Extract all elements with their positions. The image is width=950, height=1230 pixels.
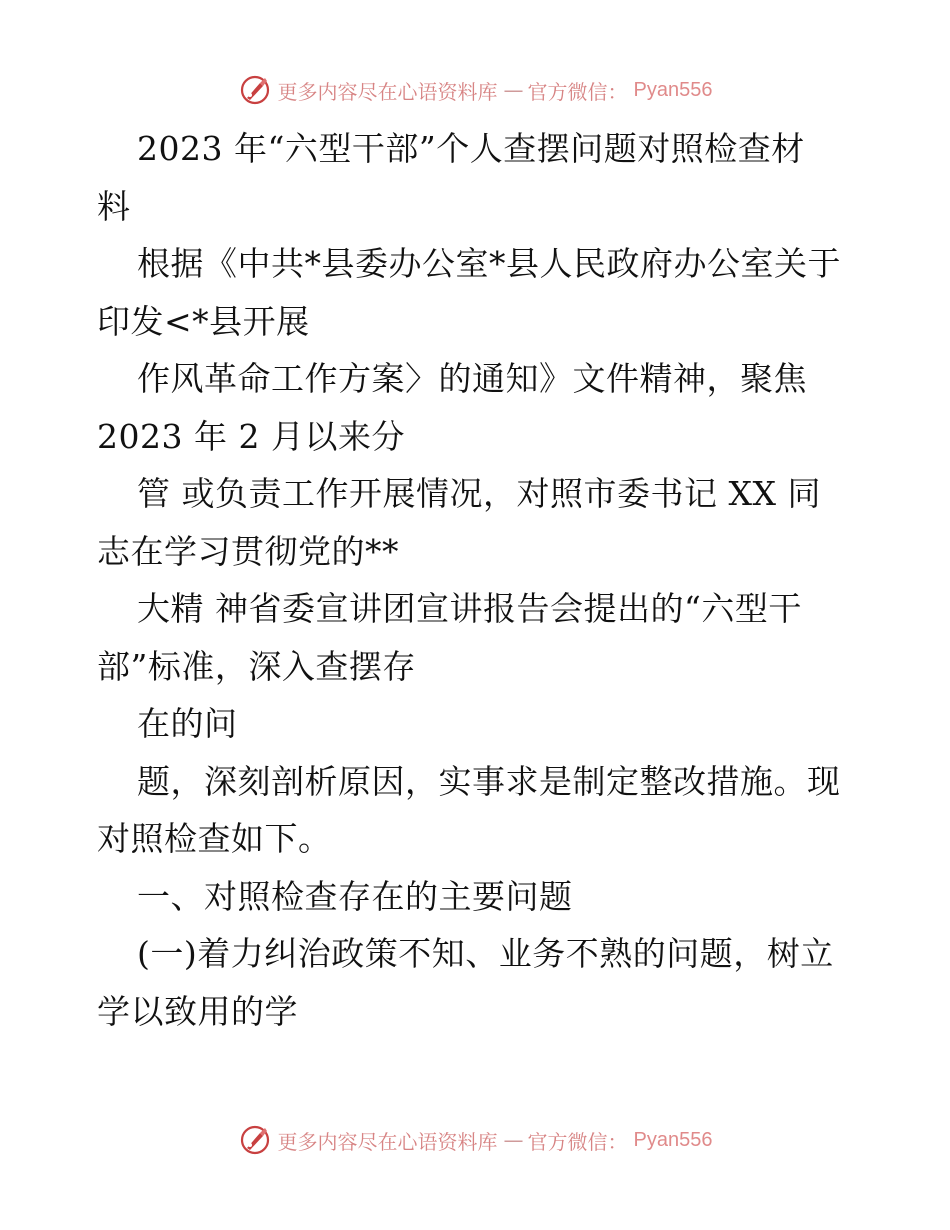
watermark-wechat-id: Pyan556 [633, 78, 713, 101]
pen-logo-icon [238, 1123, 272, 1157]
watermark-footer [0, 1120, 950, 1160]
watermark-official-label: 官方微信： [527, 79, 628, 104]
watermark-dash: — [503, 1128, 522, 1152]
pen-logo-icon [238, 73, 272, 107]
watermark-brand-text: 更多内容尽在心语资料库 [277, 79, 498, 104]
doc-text-line: 部”标准，深入查摆存 [97, 646, 416, 686]
doc-text-line: 根据《中共*县委办公室*县人民政府办公室关于 [137, 244, 841, 283]
doc-text-line: 管 或负责工作开展情况，对照市委书记 XX 同 [137, 474, 821, 513]
doc-title-line-1: 2023 年“六型干部”个人查摆问题对照检查材 [137, 129, 805, 168]
subsection-heading: (一)着力纠治政策不知、业务不熟的问题，树立 [137, 934, 834, 973]
section-heading: 一、对照检查存在的主要问题 [137, 876, 573, 916]
doc-text-line: 印发<*县开展 [97, 301, 310, 341]
watermark-dash: — [503, 78, 522, 102]
doc-text-line: 题，深刻剖析原因，实事求是制定整改措施。现 [137, 761, 841, 801]
watermark-official-label: 官方微信： [527, 1129, 628, 1154]
watermark-wechat-id: Pyan556 [633, 1128, 713, 1151]
doc-text-line: 志在学习贯彻党的** [97, 531, 399, 571]
doc-text-line: 2023 年 2 月以来分 [97, 416, 405, 456]
document-body [97, 120, 857, 1040]
doc-title-line-2: 料 [97, 186, 131, 226]
doc-text-line: 在的问 [137, 704, 238, 743]
watermark-header [0, 70, 950, 110]
doc-text-line: 学以致用的学 [97, 991, 298, 1031]
watermark-brand-text: 更多内容尽在心语资料库 [277, 1129, 498, 1154]
doc-text-line: 大精 神省委宣讲团宣讲报告会提出的“六型干 [137, 589, 802, 628]
doc-text-line: 作风革命工作方案〉的通知》文件精神，聚焦 [137, 359, 807, 398]
doc-text-line: 对照检查如下。 [97, 819, 332, 858]
